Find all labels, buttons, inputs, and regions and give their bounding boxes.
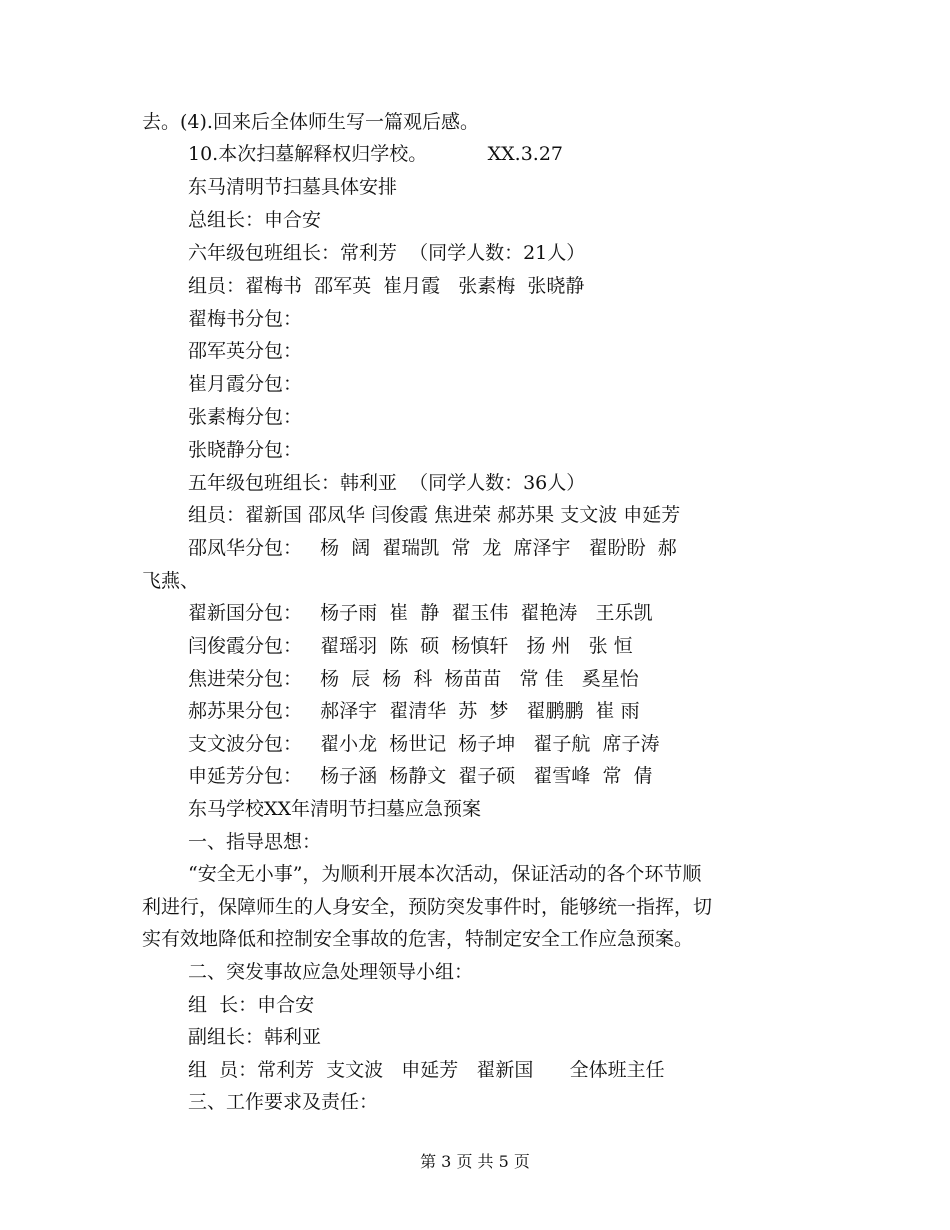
text-line-16: 翟新国分包： 杨子雨 崔 静 翟玉伟 翟艳涛 王乐凯 [188,602,653,624]
text-line-9: 崔月霞分包： [188,373,303,395]
text-line-deputy-leader: 副组长：韩利亚 [188,1026,322,1048]
text-line-1: 去。(4).回来后全体师生写一篇观后感。 [142,111,479,133]
text-line-6: 组员：翟梅书 邵军英 崔月霞 张素梅 张晓静 [188,275,585,297]
paragraph-line-1: “安全无小事”，为顺利开展本次活动，保证活动的各个环节顺 [188,863,702,885]
paragraph-line-3: 实有效地降低和控制安全事故的危害，特制定安全工作应急预案。 [142,928,694,950]
text-line-21: 申延芳分包： 杨子涵 杨静文 翟子硕 翟雪峰 常 倩 [188,765,653,787]
text-line-5: 六年级包班组长：常利芳 （同学人数：21人） [188,242,586,264]
section-title-emergency-plan: 东马学校XX年清明节扫墓应急预案 [188,798,482,820]
text-line-10: 张素梅分包： [188,406,303,428]
paragraph-line-2: 利进行，保障师生的人身安全，预防突发事件时，能够统一指挥，切 [142,896,713,918]
text-line-15: 飞燕、 [142,570,200,592]
text-line-group-members: 组 员：常利芳 支文波 申延芳 翟新国 全体班主任 [188,1059,665,1081]
text-line-19: 郝苏果分包： 郝泽宇 翟清华 苏 梦 翟鹏鹏 崔 雨 [188,700,640,722]
text-line-2: 10.本次扫墓解释权归学校。 XX.3.27 [188,143,564,165]
text-line-11: 张晓静分包： [188,439,303,461]
text-line-13: 组员：翟新国 邵凤华 闫俊霞 焦进荣 郝苏果 支文波 申延芳 [188,504,681,526]
heading-guiding-thought: 一、指导思想： [188,831,322,853]
text-line-18: 焦进荣分包： 杨 辰 杨 科 杨苗苗 常 佳 奚星怡 [188,668,639,690]
text-line-20: 支文波分包： 翟小龙 杨世记 杨子坤 翟子航 席子涛 [188,733,660,755]
text-line-group-leader: 组 长：申合安 [188,994,315,1016]
text-line-14: 邵凤华分包： 杨 阔 翟瑞凯 常 龙 席泽宇 翟盼盼 郝 [188,537,677,559]
heading-emergency-group: 二、突发事故应急处理领导小组： [188,961,474,983]
text-line-12: 五年级包班组长：韩利亚 （同学人数：36人） [188,472,586,494]
text-line-7: 翟梅书分包： [188,308,303,330]
page-footer: 第 3 页 共 5 页 [420,1152,530,1171]
heading-work-requirements: 三、工作要求及责任： [188,1091,379,1113]
section-title-schedule: 东马清明节扫墓具体安排 [188,176,398,198]
text-line-4: 总组长：申合安 [188,209,322,231]
text-line-17: 闫俊霞分包： 翟瑶羽 陈 硕 杨慎轩 扬 州 张 恒 [188,635,633,657]
text-line-8: 邵军英分包： [188,340,303,362]
